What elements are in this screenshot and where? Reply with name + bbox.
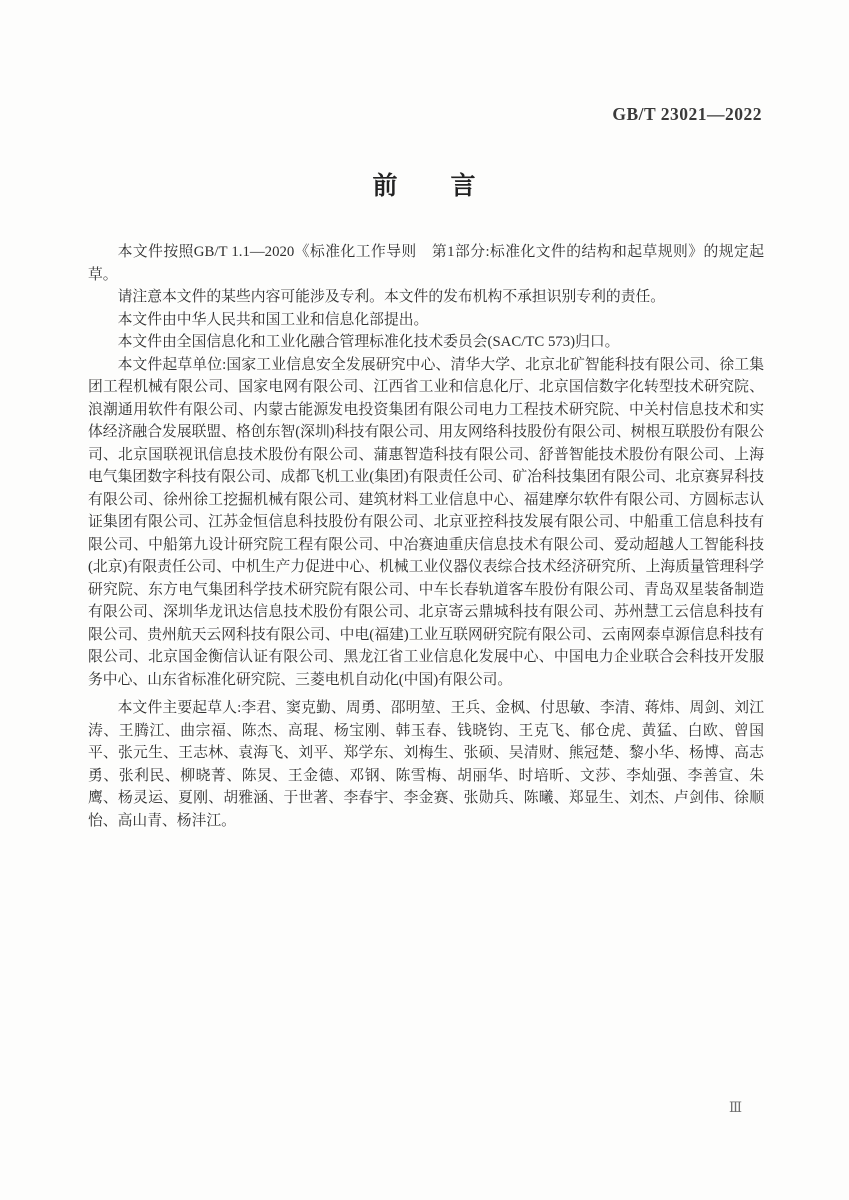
- paragraph-drafting-organizations: 本文件起草单位:国家工业信息安全发展研究中心、清华大学、北京北矿智能科技有限公司、徐工集团工程机械有限公司、国家电网有限公司、江西省工业和信息化厅、北京国信数字化转型技术研究院、浪潮通用软件有限公司、内蒙古能源发电投资集团有限公司电力工程技术研究院、中关村信息技术和实体经济融合发展联盟、格创东智(深圳)科技有限公司、用友网络科技股份有限公司、树根互联股份有限公司、北京国联视讯信息技术股份有限公司、蒲惠智造科技有限公司、舒普智能技术股份有限公司、上海电气集团数字科技有限公司、成都飞机工业(集团)有限责任公司、矿冶科技集团有限公司、北京赛昇科技有限公司、徐州徐工挖掘机械有限公司、建筑材料工业信息中心、福建摩尔软件有限公司、方圆标志认证集团有限公司、江苏金恒信息科技股份有限公司、北京亚控科技发展有限公司、中船重工信息科技有限公司、中船第九设计研究院工程有限公司、中冶赛迪重庆信息技术有限公司、爱动超越人工智能科技(北京)有限责任公司、中机生产力促进中心、机械工业仪器仪表综合技术经济研究所、上海质量管理科学研究院、东方电气集团科学技术研究院有限公司、中车长春轨道客车股份有限公司、青岛双星装备制造有限公司、深圳华龙讯达信息技术股份有限公司、北京寄云鼎城科技有限公司、苏州慧工云信息科技有限公司、贵州航天云网科技有限公司、中电(福建)工业互联网研究院有限公司、云南网泰卓源信息科技有限公司、北京国金衡信认证有限公司、黑龙江省工业信息化发展中心、中国电力企业联合会科技开发服务中心、山东省标准化研究院、三菱电机自动化(中国)有限公司。: [88, 356, 764, 688]
- page-title: 前 言: [372, 173, 477, 200]
- paragraph-basis: 本文件按照GB/T 1.1—2020《标准化工作导则 第1部分:标准化文件的结构和起草规则》的规定起草。: [88, 244, 764, 283]
- paragraph-committee: 本文件由全国信息化和工业化融合管理标准化技术委员会(SAC/TC 573)归口。: [117, 334, 620, 350]
- doc-number: GB/T 23021—2022: [612, 104, 762, 124]
- paragraph-proposer: 本文件由中华人民共和国工业和信息化部提出。: [117, 311, 429, 328]
- page-number: Ⅲ: [729, 1100, 744, 1115]
- paragraph-drafters: 本文件主要起草人:李君、窦克勤、周勇、邵明堃、王兵、金枫、付思敏、李清、蒋炜、周剑、刘江涛、王腾江、曲宗福、陈杰、高琨、杨宝刚、韩玉春、钱晓钧、王克飞、郁仓虎、黄猛、白欧、曾国平、张元生、王志林、袁海飞、刘平、郑学东、刘梅生、张硕、吴清财、熊冠楚、黎小华、杨博、高志勇、张利民、柳晓菁、陈炅、王金德、邓钢、陈雪梅、胡丽华、时培昕、文莎、李灿强、李善宣、朱鹰、杨灵运、夏刚、胡雅涵、于世著、李春宇、李金赛、张勋兵、陈曦、郑显生、刘杰、卢剑伟、徐顺怡、高山青、杨沣江。: [88, 700, 764, 829]
- foreword-body: [88, 241, 764, 832]
- paragraph-patent-notice: 请注意本文件的某些内容可能涉及专利。本文件的发布机构不承担识别专利的责任。: [117, 289, 666, 305]
